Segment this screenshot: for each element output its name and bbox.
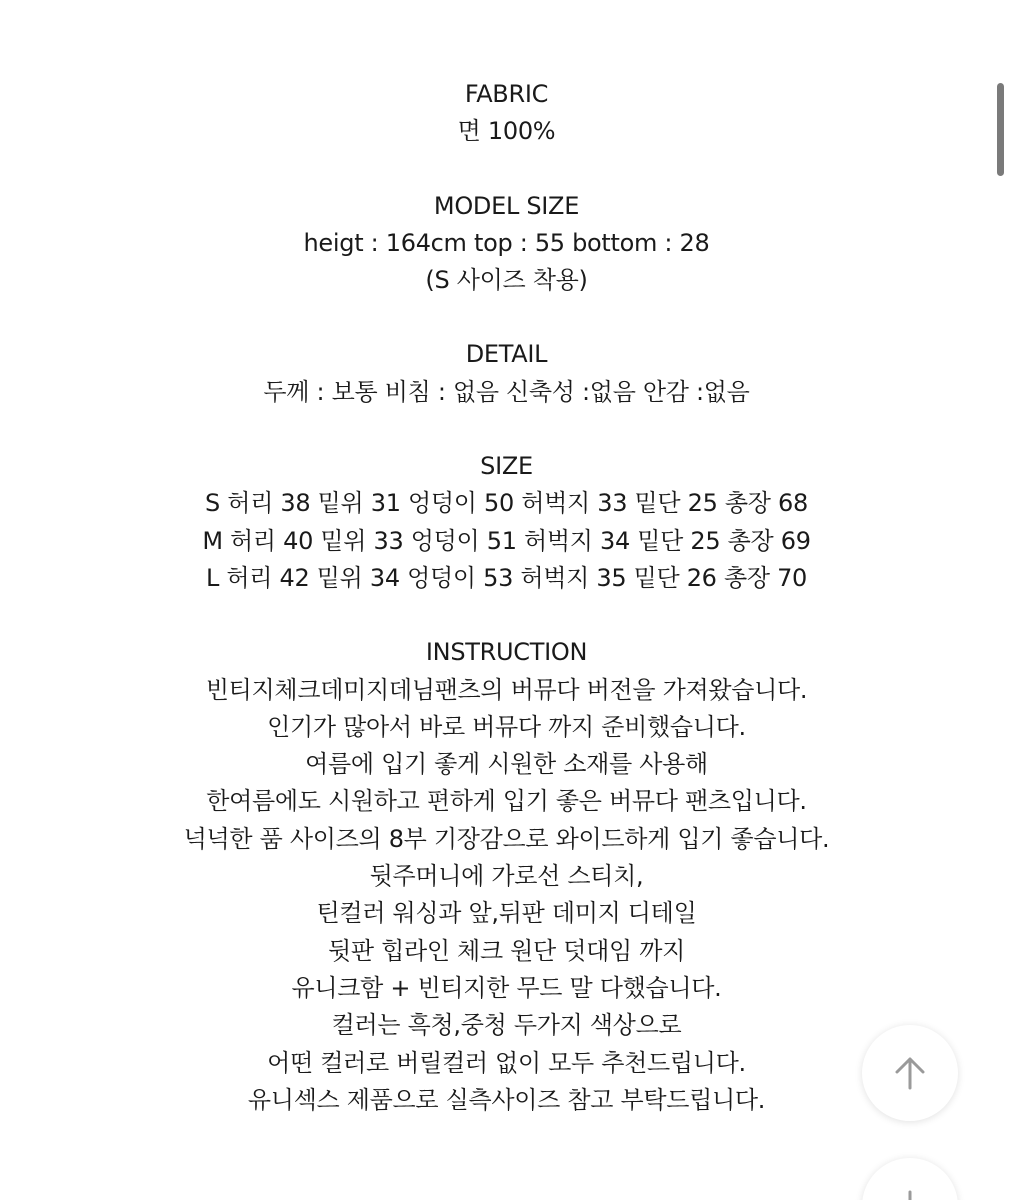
size-row-m: M 허리 40 밑위 33 엉덩이 51 허벅지 34 밑단 25 총장 69 xyxy=(202,526,811,555)
section-detail xyxy=(0,336,1013,411)
section-line: 넉넉한 품 사이즈의 8부 기장감으로 와이드하게 입기 좋습니다. xyxy=(183,824,830,853)
section-line: 유니크함 + 빈티지한 무드 말 다했습니다. xyxy=(291,973,722,1002)
size-row-l: L 허리 42 밑위 34 엉덩이 53 허벅지 35 밑단 26 총장 70 xyxy=(205,563,808,592)
scrollbar-thumb[interactable] xyxy=(997,83,1004,176)
section-title: INSTRUCTION xyxy=(425,638,588,667)
arrow-up-icon xyxy=(891,1054,929,1092)
section-line: 뒷판 힙라인 체크 원단 덧대임 까지 xyxy=(327,936,686,965)
section-line: 어떤 컬러로 버릴컬러 없이 모두 추천드립니다. xyxy=(267,1048,746,1077)
section-instruction xyxy=(0,634,1013,1119)
section-size xyxy=(0,448,1013,597)
section-title: FABRIC xyxy=(464,80,549,108)
product-description xyxy=(0,76,1013,1156)
section-line: 유니섹스 제품으로 실측사이즈 참고 부탁드립니다. xyxy=(247,1085,766,1114)
section-line: (S 사이즈 착용) xyxy=(425,266,588,295)
section-fabric xyxy=(0,76,1013,151)
section-line: 틴컬러 워싱과 앞,뒤판 데미지 디테일 xyxy=(316,899,697,928)
section-line: 인기가 많아서 바로 버뮤다 까지 준비했습니다. xyxy=(267,712,746,741)
section-title: DETAIL xyxy=(465,340,548,369)
section-line: 두께 : 보통 비침 : 없음 신축성 :없음 안감 :없음 xyxy=(263,377,750,406)
section-line: 뒷주머니에 가로선 스티치, xyxy=(369,862,644,891)
scroll-to-top-button[interactable] xyxy=(862,1025,958,1121)
section-line: heigt : 164cm top : 55 bottom : 28 xyxy=(303,228,710,257)
section-title: SIZE xyxy=(480,452,533,481)
section-line: 여름에 입기 좋게 시원한 소재를 사용해 xyxy=(305,750,708,779)
section-line: 빈티지체크데미지데님팬츠의 버뮤다 버전을 가져왔습니다. xyxy=(205,675,808,704)
section-line: 한여름에도 시원하고 편하게 입기 좋은 버뮤다 팬츠입니다. xyxy=(206,787,807,816)
arrow-down-icon xyxy=(891,1188,929,1200)
size-row-s: S 허리 38 밑위 31 엉덩이 50 허벅지 33 밑단 25 총장 68 xyxy=(205,489,808,518)
section-model-size xyxy=(0,188,1013,300)
section-line: 면 100% xyxy=(457,117,556,146)
section-title: MODEL SIZE xyxy=(433,191,580,220)
section-line: 컬러는 흑청,중청 두가지 색상으로 xyxy=(331,1011,682,1040)
scroll-to-bottom-button[interactable] xyxy=(862,1158,958,1200)
